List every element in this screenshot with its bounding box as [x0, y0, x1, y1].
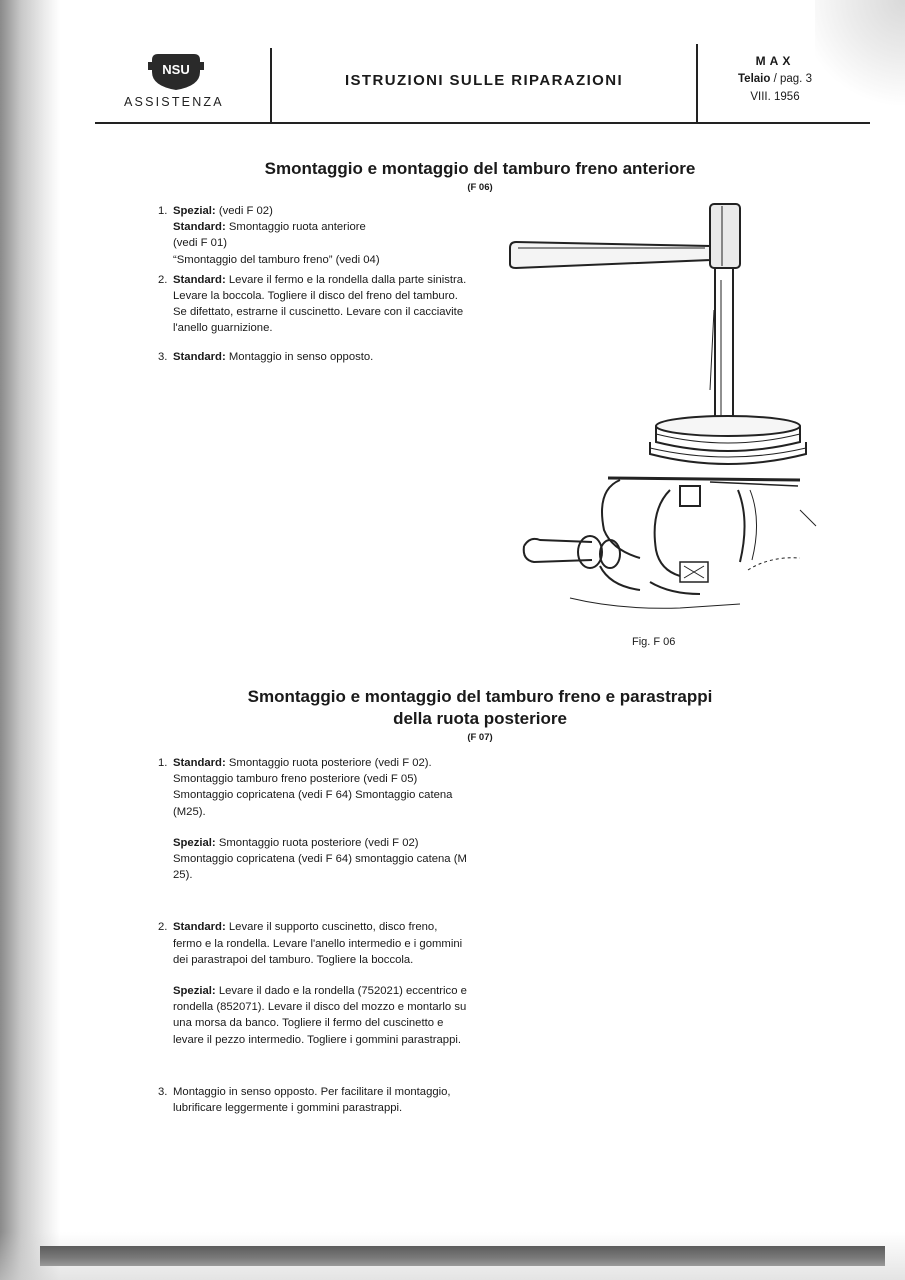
step-line	[173, 219, 468, 235]
step-label: Spezial:	[173, 205, 216, 217]
section1-title: Smontaggio e montaggio del tamburo freno anteriore	[264, 159, 696, 178]
step-text: Smontaggio ruota posteriore (vedi F 02) Smontaggio copricatena (vedi F 64) smontaggio catena (M 25).	[173, 836, 467, 882]
section2-title-line1: Smontaggio e montaggio del tamburo freno e parastrappi	[247, 687, 713, 706]
step-line	[173, 235, 468, 251]
step-text: Smontaggio ruota anteriore	[225, 221, 366, 234]
step-line	[173, 252, 468, 268]
step-line	[173, 272, 468, 337]
step-label: Spezial:	[173, 985, 216, 998]
step-number: 1.	[158, 205, 168, 217]
model-name: MAX	[755, 54, 795, 68]
step-label: Standard:	[173, 757, 226, 769]
nsu-logo	[148, 52, 204, 92]
step-text: Levare il fermo e la rondella dalla parte sinistra. Levare la boccola. Togliere il disco del freno del tamburo. Se difettato, estrarne il cuscinetto. Levare con il cacciavite l'anello guarnizione.	[173, 273, 467, 335]
section2-steps	[158, 755, 468, 1116]
spacer	[158, 337, 468, 349]
page-number: / pag. 3	[773, 73, 812, 85]
step-item	[158, 1084, 468, 1116]
step-paragraph	[173, 835, 468, 884]
step-label: Standard:	[173, 273, 226, 286]
step-item	[158, 755, 468, 883]
header-meta	[700, 52, 850, 106]
step-paragraph	[173, 1084, 468, 1116]
header-rule	[95, 122, 870, 124]
header-divider-right	[696, 44, 698, 122]
step-label: Standard:	[173, 221, 226, 234]
step-number: 1.	[158, 757, 168, 769]
step-label: Spezial:	[173, 836, 216, 849]
step-text: Montaggio in senso opposto. Per facilitare il montaggio, lubrificare leggermente i gommini parastrappi.	[173, 1085, 451, 1115]
step-text: Levare il supporto cuscinetto, disco freno, fermo e la rondella. Levare l'anello intermedio e i gommini dei parastrapoi del tamburo. Togliere la boccola.	[173, 921, 463, 966]
spacer	[158, 883, 468, 919]
step-label: Standard:	[173, 921, 226, 934]
step-text: (vedi F 01)	[173, 237, 227, 250]
step-number: 2.	[158, 921, 168, 934]
page-bottom-edge	[40, 1246, 885, 1266]
section1-steps	[158, 203, 468, 365]
step-item	[158, 203, 468, 268]
step-paragraph	[173, 983, 468, 1048]
section-name: Telaio	[738, 73, 771, 85]
section2-code: (F 07)	[467, 732, 493, 743]
document-title: ISTRUZIONI SULLE RIPARAZIONI	[344, 72, 624, 89]
brake-drum-puller-illustration	[500, 190, 820, 630]
step-paragraph	[173, 755, 468, 820]
logo-text: NSU	[162, 62, 190, 77]
step-line	[173, 203, 468, 219]
step-item	[158, 919, 468, 1047]
step-number: 3.	[158, 1085, 168, 1098]
step-paragraph	[173, 919, 468, 968]
step-item	[158, 349, 468, 365]
page-ref	[700, 70, 850, 88]
step-number: 3.	[158, 350, 168, 363]
step-text: (vedi F 02)	[215, 205, 273, 217]
spacer	[158, 1048, 468, 1084]
step-text: Smontaggio ruota posteriore (vedi F 02). Smontaggio tamburo freno posteriore (vedi F 05) Smontaggio copricatena (vedi F 64) Smontaggio catena (M25).	[173, 757, 453, 818]
step-item	[158, 272, 468, 337]
page-spine-shadow	[0, 0, 60, 1280]
issue-date: VIII. 1956	[750, 91, 800, 103]
step-label: Standard:	[173, 350, 226, 363]
step-line	[173, 349, 468, 365]
step-text: Montaggio in senso opposto.	[225, 350, 374, 363]
section1-code: (F 06)	[467, 182, 493, 193]
org-name: ASSISTENZA	[124, 95, 224, 109]
figure-caption: Fig. F 06	[632, 636, 676, 648]
step-text: “Smontaggio del tamburo freno” (vedi 04)	[173, 253, 380, 266]
section2-title-line2: della ruota posteriore	[393, 709, 567, 728]
step-number: 2.	[158, 273, 168, 286]
step-text: Levare il dado e la rondella (752021) eccentrico e rondella (852071). Levare il disco del mozzo e montarlo su una morsa da banco. Togliere il fermo del cuscinetto e levare il pezzo intermedio. Togliere i gommini parastrappi.	[173, 985, 467, 1046]
